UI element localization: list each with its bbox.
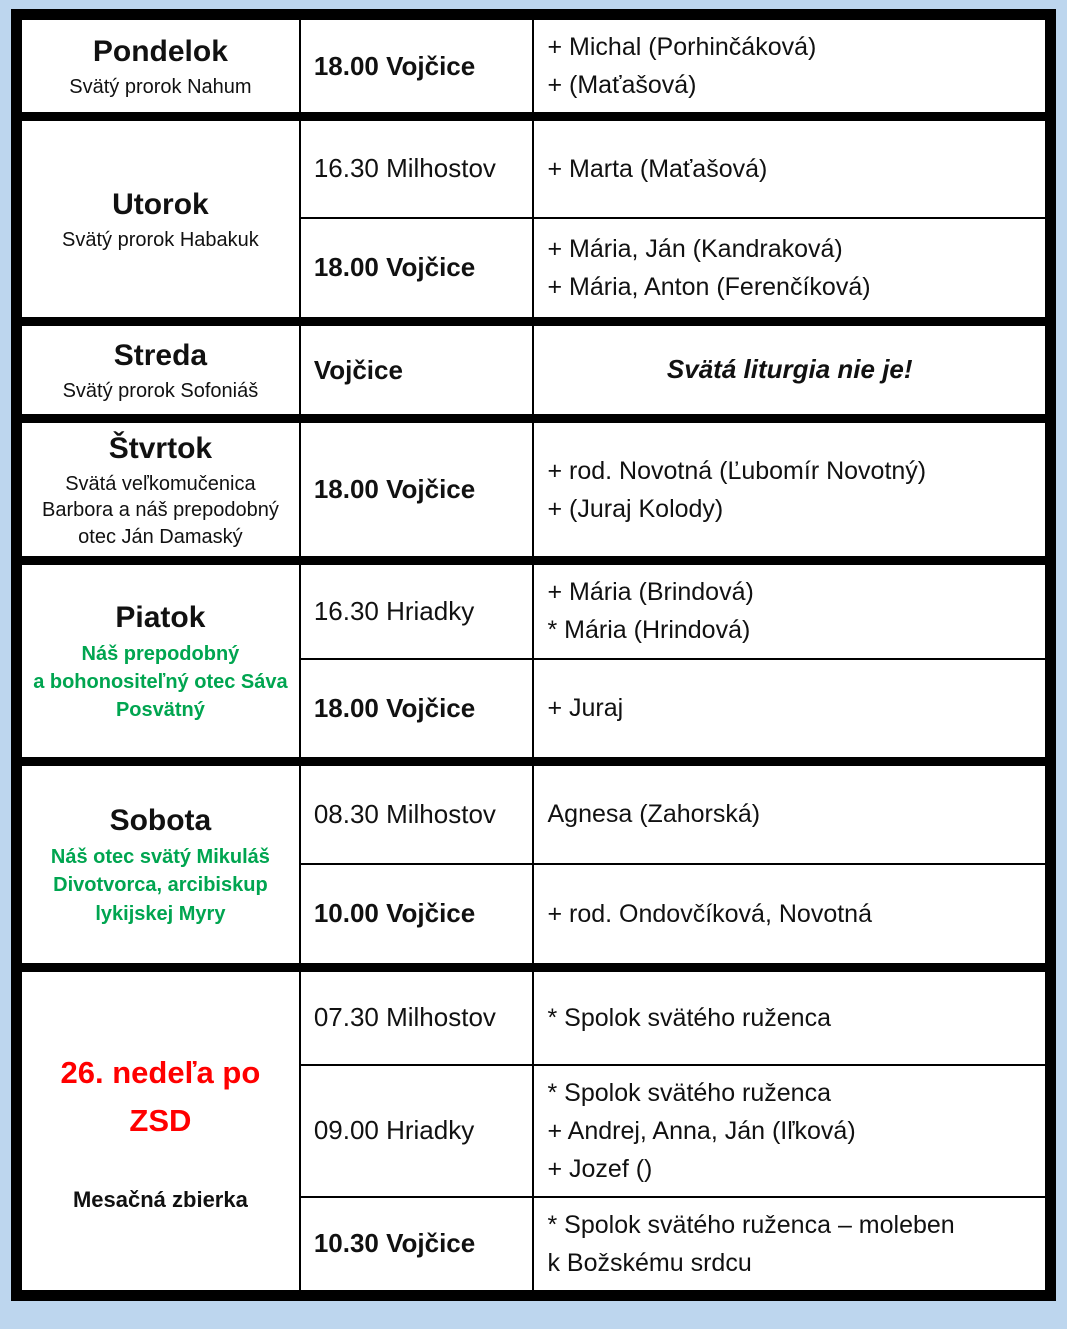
intentions-cell: + rod. Ondovčíková, Novotná — [533, 864, 1050, 968]
time-cell: 18.00 Vojčice — [300, 218, 534, 322]
day-cell-sobota — [17, 762, 300, 968]
intentions-cell: * Spolok svätého ruženca – moleben k Božskému srdcu — [533, 1197, 1050, 1296]
day-row-pondelok — [17, 15, 1051, 117]
day-subtitle: Náš prepodobný a bohonositeľný otec Sáva Posvätný — [33, 642, 288, 722]
day-subtitle: Svätý prorok Sofoniáš — [62, 379, 259, 402]
intentions-cell: + rod. Novotná (Ľubomír Novotný) + (Juraj Kolody) — [533, 419, 1050, 561]
day-cell-streda — [17, 322, 300, 419]
day-subtitle: Náš otec svätý Mikuláš Divotvorca, arcibiskup lykijskej Myry — [50, 846, 270, 925]
day-cell-utorok — [17, 117, 300, 322]
time-cell: 09.00 Hriadky — [300, 1065, 534, 1197]
intentions-cell: + Michal (Porhinčáková) + (Maťašová) — [533, 15, 1050, 117]
day-cell-nedela — [17, 968, 300, 1296]
intentions-cell: + Marta (Maťašová) — [533, 117, 1050, 218]
day-subtitle: Svätá veľkomučenica Barbora a náš prepodobný otec Ján Damaský — [41, 473, 279, 548]
day-row-piatok — [17, 561, 1051, 659]
intentions-cell: + Juraj — [533, 659, 1050, 762]
intentions-cell: * Spolok svätého ruženca — [533, 968, 1050, 1065]
day-cell-pondelok — [17, 15, 300, 117]
time-cell: 07.30 Milhostov — [300, 968, 534, 1065]
day-subtitle: Svätý prorok Habakuk — [62, 228, 259, 251]
time-cell: 10.00 Vojčice — [300, 864, 534, 968]
day-title: Pondelok — [92, 34, 228, 68]
monthly-collection-note: Mesačná zbierka — [72, 1186, 248, 1212]
time-cell: 16.30 Milhostov — [300, 117, 534, 218]
day-title: Štvrtok — [108, 432, 213, 465]
day-title: Utorok — [112, 187, 209, 221]
day-row-streda — [17, 322, 1051, 419]
day-row-nedela — [17, 968, 1051, 1065]
place-cell: Vojčice — [300, 322, 534, 419]
time-cell: 18.00 Vojčice — [300, 419, 534, 561]
intentions-cell: Agnesa (Zahorská) — [533, 762, 1050, 864]
day-cell-stvrtok — [17, 419, 300, 561]
liturgy-schedule-table — [11, 9, 1056, 1301]
day-row-sobota — [17, 762, 1051, 864]
liturgy-cancelled-note: Svätá liturgia nie je! — [533, 322, 1050, 419]
time-cell: 16.30 Hriadky — [300, 561, 534, 659]
time-cell: 18.00 Vojčice — [300, 659, 534, 762]
day-row-utorok — [17, 117, 1051, 218]
day-subtitle: Svätý prorok Nahum — [69, 75, 252, 98]
day-row-stvrtok — [17, 419, 1051, 561]
intentions-cell: * Spolok svätého ruženca + Andrej, Anna, Ján (Iľková) + Jozef () — [533, 1065, 1050, 1197]
day-cell-piatok — [17, 561, 300, 762]
intentions-cell: + Mária (Brindová) * Mária (Hrindová) — [533, 561, 1050, 659]
day-title: Sobota — [109, 804, 212, 838]
intentions-cell: + Mária, Ján (Kandraková) + Mária, Anton (Ferenčíková) — [533, 218, 1050, 322]
day-title: Piatok — [115, 600, 206, 634]
time-cell: 18.00 Vojčice — [300, 15, 534, 117]
sunday-title: 26. nedeľa po ZSD — [60, 1054, 261, 1138]
time-cell: 08.30 Milhostov — [300, 762, 534, 864]
day-title: Streda — [113, 338, 208, 372]
time-cell: 10.30 Vojčice — [300, 1197, 534, 1296]
